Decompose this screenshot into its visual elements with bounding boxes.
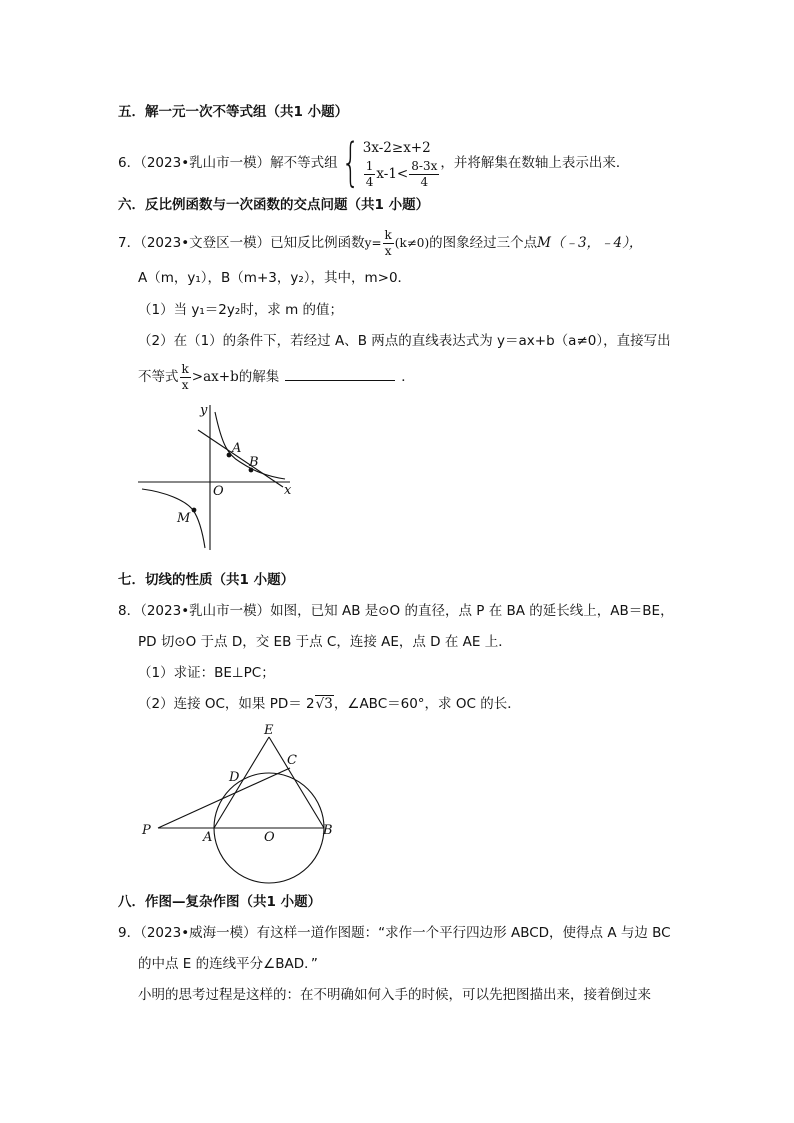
q6-source: （2023•乳山市一模） (140, 155, 271, 171)
q8-line-2: PD 切⊙O 于点 D，交 EB 于点 C，连接 AE，点 D 在 AE 上． (138, 634, 512, 650)
label-e: E (264, 723, 274, 738)
q9-line-3: 小明的思考过程是这样的：在不明确如何入手的时候，可以先把图描出来，接着倒过来 (138, 987, 651, 1003)
q6-tail: ，并将解集在数轴上表示出来． (440, 155, 630, 171)
section-5-heading: 五．解一元一次不等式组（共1 小题） (118, 104, 349, 120)
label-b: B (323, 823, 333, 838)
label-o: O (213, 484, 224, 499)
section-6-heading: 六．反比例函数与一次函数的交点问题（共1 小题） (118, 197, 430, 213)
q6-fraction-1: $\frac{1}{4}$ (365, 158, 374, 189)
q9-line-2: 的中点 E 的连线平分∠BAD．” (138, 956, 318, 972)
q6-inequality-1: 3x-2≥x+2 (362, 139, 431, 156)
label-a: A (203, 830, 213, 845)
label-d: D (229, 770, 240, 785)
sqrt-3: √3 (315, 696, 333, 712)
q9-line-1: 有这样一道作图题：“求作一个平行四边形 ABCD，使得点 A 与边 BC (256, 925, 671, 941)
line-pc (158, 768, 290, 828)
label-y: y (200, 403, 208, 418)
label-x: x (284, 483, 292, 498)
q6-inequality-2: $\frac{1}{4}$ x-1< $\frac{8-3x}{4}$ (365, 158, 438, 189)
section-8-heading: 八．作图—复杂作图（共1 小题） (118, 894, 322, 910)
q7-part-1: （1）当 y₁＝2y₂时，求 m 的值； (138, 302, 344, 318)
q9-source: （2023•威海一模） (140, 925, 257, 941)
label-c: C (287, 753, 297, 768)
label-o: O (264, 830, 275, 845)
section-7-heading: 七．切线的性质（共1 小题） (118, 572, 295, 588)
line-eb (269, 737, 324, 828)
q8-number: 8． (118, 603, 141, 619)
q7-source: （2023•文登区一模） (140, 235, 271, 251)
q7-fraction-k-over-x: $\frac{k}{x}$ (181, 361, 189, 392)
q7-point-m: M（﹣3，﹣4）， (537, 235, 643, 251)
q7-lead: 已知反比例函数 (270, 235, 365, 251)
q8-source: （2023•乳山市一模） (140, 603, 271, 619)
line-ae (214, 737, 269, 828)
q7-number: 7． (118, 235, 141, 251)
question-9 (118, 923, 671, 943)
q9-number: 9． (118, 925, 141, 941)
q7-inequality: 不等式 $\frac{k}{x}$ >ax+b的解集 ． (138, 361, 415, 392)
q8-line-1: 如图，已知 AB 是⊙O 的直径，点 P 在 BA 的延长线上，AB＝BE， (270, 603, 674, 619)
q8-part-2: （2）连接 OC，如果 PD＝ 2√3，∠ABC＝60°，求 OC 的长． (138, 696, 521, 712)
q6-brace: { (341, 133, 360, 193)
label-a: A (232, 441, 242, 456)
q6-fraction-2: $\frac{8-3x}{4}$ (411, 158, 438, 189)
label-p: P (142, 823, 151, 838)
q7-part-2: （2）在（1）的条件下，若经过 A、B 两点的直线表达式为 y＝ax+b（a≠0），直接写出 (138, 333, 671, 349)
label-b: B (249, 455, 259, 470)
q8-part-1: （1）求证：BE⊥PC； (138, 665, 275, 681)
q7-function: y= $\frac{k}{x}$ (k≠0) (364, 228, 430, 258)
q6-lead: 解不等式组 (270, 155, 338, 171)
label-m: M (177, 511, 191, 526)
q7-tail-1: 的图象经过三个点 (429, 235, 538, 251)
q6-number: 6． (118, 155, 141, 171)
q7-line-2: A（m，y₁），B（m+3，y₂），其中，m>0． (138, 270, 412, 286)
